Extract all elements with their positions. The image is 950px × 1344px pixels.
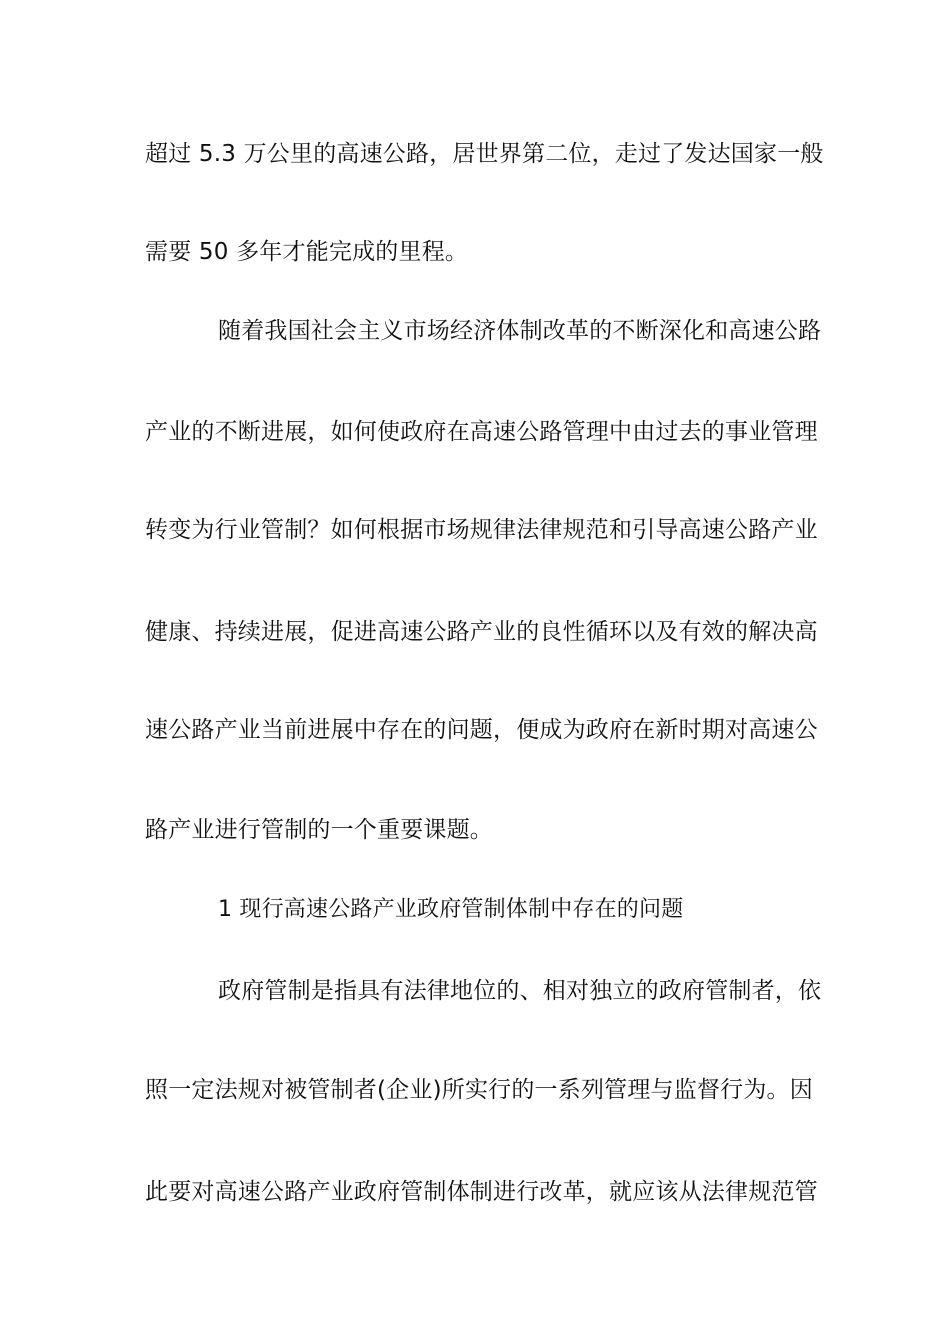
text-line-5: 转变为行业管制？如何根据市场规律法律规范和引导高速公路产业	[145, 517, 818, 543]
text-line-6: 健康、持续进展，促进高速公路产业的良性循环以及有效的解决高	[145, 619, 818, 645]
text-line-12: 此要对高速公路产业政府管制体制进行改革，就应该从法律规范管	[145, 1179, 818, 1205]
text-line-3: 随着我国社会主义市场经济体制改革的不断深化和高速公路	[218, 318, 822, 344]
text-line-1: 超过 5.3 万公里的高速公路，居世界第二位，走过了发达国家一般	[145, 141, 824, 167]
text-line-10: 政府管制是指具有法律地位的、相对独立的政府管制者，依	[218, 978, 822, 1004]
section-heading: 1 现行高速公路产业政府管制体制中存在的问题	[218, 897, 684, 922]
text-line-8: 路产业进行管制的一个重要课题。	[145, 817, 493, 843]
text-line-4: 产业的不断进展，如何使政府在高速公路管理中由过去的事业管理	[145, 419, 818, 445]
text-line-7: 速公路产业当前进展中存在的问题，便成为政府在新时期对高速公	[145, 717, 818, 743]
text-line-2: 需要 50 多年才能完成的里程。	[145, 239, 469, 265]
text-line-11: 照一定法规对被管制者(企业)所实行的一系列管理与监督行为。因	[145, 1077, 813, 1103]
